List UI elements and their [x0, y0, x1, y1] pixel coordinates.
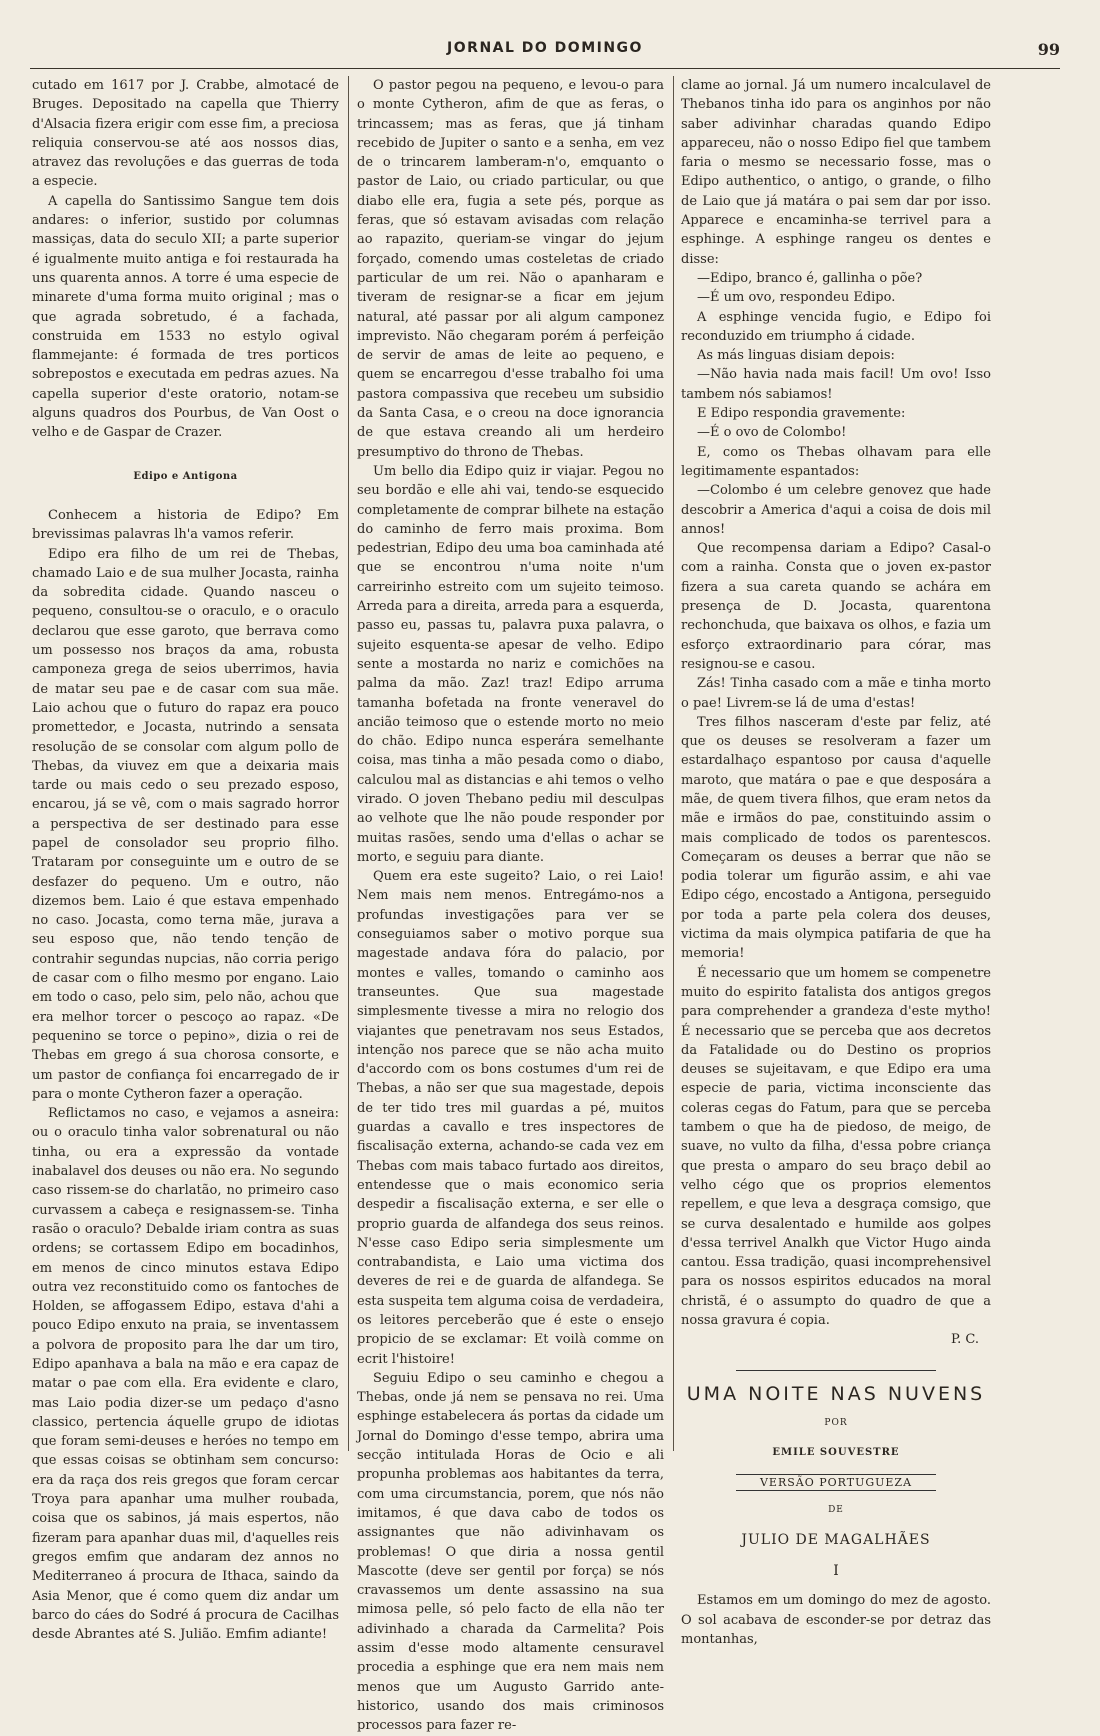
paragraph: cutado em 1617 por J. Crabbe, almotacé de Bruges. Depositado na capella que Thierry d'Alsacia fizera erigir com esse fim, a preciosa reliquia conservou-se até aos nossos dias, atravez das revoluções e das guerras de toda a especie.: [32, 78, 339, 190]
paragraph: clame ao jornal. Já um numero incalculavel de Thebanos tinha ido para os anginhos por não saber adivinhar charadas quando Edipo appareceu, não o nosso Edipo fiel que tambem faria o mesmo se necessario fosse, mas o Edipo authentico, o antigo, o grande, o filho de Laio que já matára o pai sem dar por isso. Apparece e encaminha-se terrivel para a esphinge. A esphinge rangeu os dentes e disse:: [681, 78, 991, 267]
paragraph: Edipo era filho de um rei de Thebas, chamado Laio e de sua mulher Jocasta, rainha da sobredita cidade. Quando nasceu o pequeno, consultou-se o oraculo, e o oraculo declarou que esse garoto, que berrava como um possesso nos braços da ama, robusta camponeza grega de seios uberrimos, havia de matar seu pae e de casar com sua mãe. Laio achou que o futuro do rapaz era pouco promettedor, e Jocasta, nutrindo a sensata resolução de se consolar com algum pollo de Thebas, da viuvez em que a deixaria mais tarde ou mais cedo o seu prezado esposo, encarou, já se vê, com o mais sagrado horror a perspectiva de ser destinado para esse papel de consolador seu proprio filho. Trataram por conseguinte um e outro de se desfazer do pequeno. Um e outro, não dizemos bem. Laio é que estava empenhado no caso. Jocasta, como terna mãe, jurava a seu esposo que, não tendo tenção de contrahir segundas nupcias, não corria perigo de casar com o filho mesmo por engano. Laio em todo o caso, pelo sim, pelo não, achou que era melhor torcer o pescoço ao rapaz. «De pequenino se torce o pepino», dizia o rei de Thebas em grego á sua chorosa consorte, e um pastor de confiança foi encarregado de ir para o monte Cytheron fazer a operação.: [32, 546, 339, 1102]
journal-title: JORNAL DO DOMINGO: [447, 40, 643, 56]
paragraph: —Não havia nada mais facil! Um ovo! Isso tambem nós sabiamos!: [681, 367, 991, 402]
paragraph: E Edipo respondia gravemente:: [697, 406, 906, 422]
paragraph: Tres filhos nasceram d'este par feliz, até que os deuses se resolveram a fazer um estardalhaço espantoso por causa d'aquelle maroto, que matára o pae e que desposára a mãe, de quem tivera filhos, que eram netos da mãe e irmãos do pae, constituindo assim o mais complicado de todos os parentescos. Começaram os deuses a berrar que não se podia tolerar um figurão assim, e ahi vae Edipo cégo, encostado a Antigona, perseguido por toda a parte pela colera dos deuses, victima da mais olympica patifaria de que ha memoria!: [681, 714, 991, 962]
page-header: [30, 38, 1060, 69]
column-divider: [348, 76, 349, 1451]
paragraph: Que recompensa dariam a Edipo? Casal-o com a rainha. Consta que o joven ex-pastor fizera a sua careta quando se achára em presença de D. Jocasta, quarentona rechonchuda, que baixava os olhos, e fazia um esforço extraordinario para córar, mas resignou-se e casou.: [681, 541, 991, 672]
paragraph: E, como os Thebas olhavam para elle legitimamente espantados:: [681, 444, 991, 479]
paragraph: Reflictamos no caso, e vejamos a asneira: ou o oraculo tinha valor sobrenatural ou não tinha, ou era a expressão da vontade inabalavel dos deuses ou não era. No segundo caso rissem-se do charlatão, no primeiro caso curvassem a cabeça e resignassem-se. Tinha rasão o oraculo? Debalde iriam contra as suas ordens; se cortassem Edipo em bocadinhos, em menos de cinco minutos estava Edipo outra vez reconstituido como os fantoches de Holden, se affogassem Edipo, estava d'ahi a pouco Edipo enxuto na praia, se inventassem a polvora de proposito para lhe dar um tiro, Edipo apanhava a bala na mão e era capaz de matar o pae com ella. Era evidente e claro, mas Laio podia dizer-se um pedaço d'asno classico, pertencia áquelle grupo de idiotas que foram semi-deuses e heróes no tempo em que essas coisas se obtinham sem concurso: era da raça dos reis gregos que foram cercar Troya para apanhar uma mulher roubada, coisa que os sabinos, já mais espertos, não fizeram para apanhar duas mil, d'aquelles reis gregos emfim que andaram dez annos no Mediterraneo á procura de Ithaca, saindo da Asia Menor, que é como quem diz andar um barco do cáes do Sodré á procura de Cacilhas desde Abrantes até S. Julião. Emfim adiante!: [32, 1106, 339, 1643]
column-3: [681, 76, 991, 1647]
signature: P. C.: [951, 1332, 979, 1348]
paragraph: —É o ovo de Colombo!: [697, 425, 847, 441]
paragraph: Zás! Tinha casado com a mãe e tinha morto o pae! Livrem-se lá de uma d'estas!: [681, 676, 991, 711]
paragraph: A capella do Santissimo Sangue tem dois andares: o inferior, sustido por columnas massiças, data do seculo XII; a parte superior é igualmente muito antiga e foi restaurada ha uns quarenta annos. A torre é uma especie de minarete d'uma forma muito original ; mas o que agrada sobretudo, é a fachada, construida em 1533 no estylo ogival flammejante: é formada de tres porticos sobrepostos e executada em pedras azues. Na capella superior d'este oratorio, notam-se alguns quadros dos Pourbus, de Van Oost o velho e de Gaspar de Crazer.: [32, 193, 339, 441]
section-heading: Edipo e Antigona: [133, 470, 238, 482]
column-2: [357, 76, 664, 1734]
column-3-paragraphs: [681, 76, 991, 1330]
paragraph: Quem era este sugeito? Laio, o rei Laio! Nem mais nem menos. Entregámo-nos a profundas investigações para ver se conseguiamos saber o motivo porque sua magestade andava fóra do palacio, por montes e valles, tomando o caminho aos transeuntes. Que sua magestade simplesmente tivesse a mira no relogio dos viajantes que penetravam nos seus Estados, intenção nos parece que se não acha muito d'accordo com os bons costumes d'um rei de Thebas, a não ser que sua magestade, depois de ter tido tres mil guardas a pé, muitos guardas a cavallo e tres inspectores de fiscalisação externa, achando-se cada vez em Thebas com mais tabaco furtado aos direitos, entendesse que o mais economico seria despedir a fiscalisação externa, e ser elle o proprio guarda de alfandega dos seus reinos. N'esse caso Edipo seria simplesmente um contrabandista, e Laio uma victima dos deveres de rei e de guarda de alfandega. Se esta suspeita tem alguma coisa de verdadeira, os leitores perceberão que é este o ensejo propicio de se exclamar: Et voilà comme on ecrit l'histoire!: [357, 869, 664, 1367]
column-1: [32, 76, 339, 1643]
paragraph: As más linguas disiam depois:: [697, 348, 895, 364]
paragraph: Seguiu Edipo o seu caminho e chegou a Thebas, onde já nem se pensava no rei. Uma esphinge estabelecera ás portas da cidade um Jornal do Domingo d'esse tempo, abrira uma secção intitulada Horas de Ocio e ali propunha problemas aos habitantes da terra, com uma circumstancia, porem, que nós não imitamos, é que dava cabo de todos os assignantes que não adivinhavam os problemas! O que diria a nossa gentil Mascotte (deve ser gentil por força) se nós cravassemos um dente assassino na sua mimosa pelle, só pelo facto de ella não ter adivinhado a charada da Carmelita? Pois assim d'esse modo altamente censuravel procedia a esphinge que era nem mais nem menos que um Augusto Garrido ante-historico, usando dos mais criminosos processos para fazer re-: [357, 1370, 664, 1734]
translation-label: VERSÃO PORTUGUEZA: [736, 1474, 936, 1491]
separator-rule: [736, 1370, 936, 1371]
column-divider: [673, 76, 674, 1451]
page-number: 99: [1037, 40, 1060, 59]
story-title: UMA NOITE NAS NUVENS: [686, 1382, 986, 1405]
byline-por: POR: [824, 1417, 848, 1428]
paragraph: —Colombo é um celebre genovez que hade descobrir a America d'aqui a coisa de dois mil annos!: [681, 483, 991, 537]
paragraph: É necessario que um homem se compenetre muito do espirito fatalista dos antigos gregos para comprehender a grandeza d'este mytho! É necessario que se perceba que aos decretos da Fatalidade ou do Destino os proprios deuses se sujeitavam, e que Edipo era uma especie de paria, victima inconsciente das coleras cegas do Fatum, para que se perceba tambem o que ha de piedoso, de meigo, de suave, no vulto da filha, d'essa pobre criança que presta o amparo do seu braço debil ao velho cégo que os proprios elementos repellem, e que leva a desgraça comsigo, que se curva desalentado e humilde aos golpes d'essa terrivel Analkh que Victor Hugo ainda cantou. Essa tradição, quasi incomprehensivel para os nossos espiritos educados na moral christã, é o assumpto do quadro de que a nossa gravura é copia.: [681, 965, 991, 1328]
paragraph: Estamos em um domingo do mez de agosto. O sol acabava de esconder-se por detraz das montanhas,: [681, 1593, 991, 1647]
author-name: EMILE SOUVESTRE: [772, 1447, 900, 1459]
paragraph: Um bello dia Edipo quiz ir viajar. Pegou no seu bordão e elle ahi vai, tendo-se esquecido completamente de comprar bilhete na estação do caminho de ferro mais proxima. Bom pedestrian, Edipo deu uma boa caminhada até que se encontrou n'uma noite n'um carreirinho estreito com um sujeito teimoso. Arreda para a direita, arreda para a esquerda, passo eu, passas tu, palavra puxa palavra, o sujeito esquenta-se apesar de velho. Edipo sente a mostarda no nariz e comichões na palma da mão. Zaz! traz! Edipo arruma tamanha bofetada na fronte veneravel do ancião teimoso que o estende morto no meio do chão. Edipo nunca esperára semelhante coisa, mas tinha a mão pesada como o diabo, calculou mal as distancias e ahi temos o velho virado. O joven Thebano pediu mil desculpas ao velhote que lhe não poude responder por muitas rasões, sendo uma d'ellas o achar se morto, e seguiu para diante.: [357, 463, 664, 865]
byline-de: DE: [828, 1505, 844, 1516]
chapter-number: I: [833, 1563, 839, 1580]
paragraph: Conhecem a historia de Edipo? Em brevissimas palavras lh'a vamos referir.: [32, 507, 339, 543]
paragraph: —Edipo, branco é, gallinha o põe?: [697, 270, 923, 286]
paragraph: —É um ovo, respondeu Edipo.: [697, 290, 896, 306]
translator-name: JULIO DE MAGALHÃES: [741, 1531, 931, 1548]
paragraph: O pastor pegou na pequeno, e levou-o para o monte Cytheron, afim de que as feras, o trincassem; mas as feras, que já tinham recebido de Jupiter o santo e a senha, em vez de o trincarem lamberam-n'o, emquanto o pastor de Laio, ou criado particular, ou que diabo elle era, fugia a sete pés, porque as feras, que só estavam avisadas com relação ao rapazito, queriam-se vingar do jejum forçado, comendo umas costeletas de criado particular de um rei. Não o apanharam e tiveram de resignar-se a ficar em jejum natural, até passar por ali algum camponez imprevisto. Não chegaram porém á perfeição de servir de amas de leite ao pequeno, e quem se encarregou d'esse trabalho foi uma pastora compassiva que recebeu um subsidio da Santa Casa, e o creou na doce ignorancia de que estava creando ali um herdeiro presumptivo do throno de Thebas.: [357, 78, 664, 460]
paragraph: A esphinge vencida fugio, e Edipo foi reconduzido em triumpho á cidade.: [681, 309, 991, 344]
